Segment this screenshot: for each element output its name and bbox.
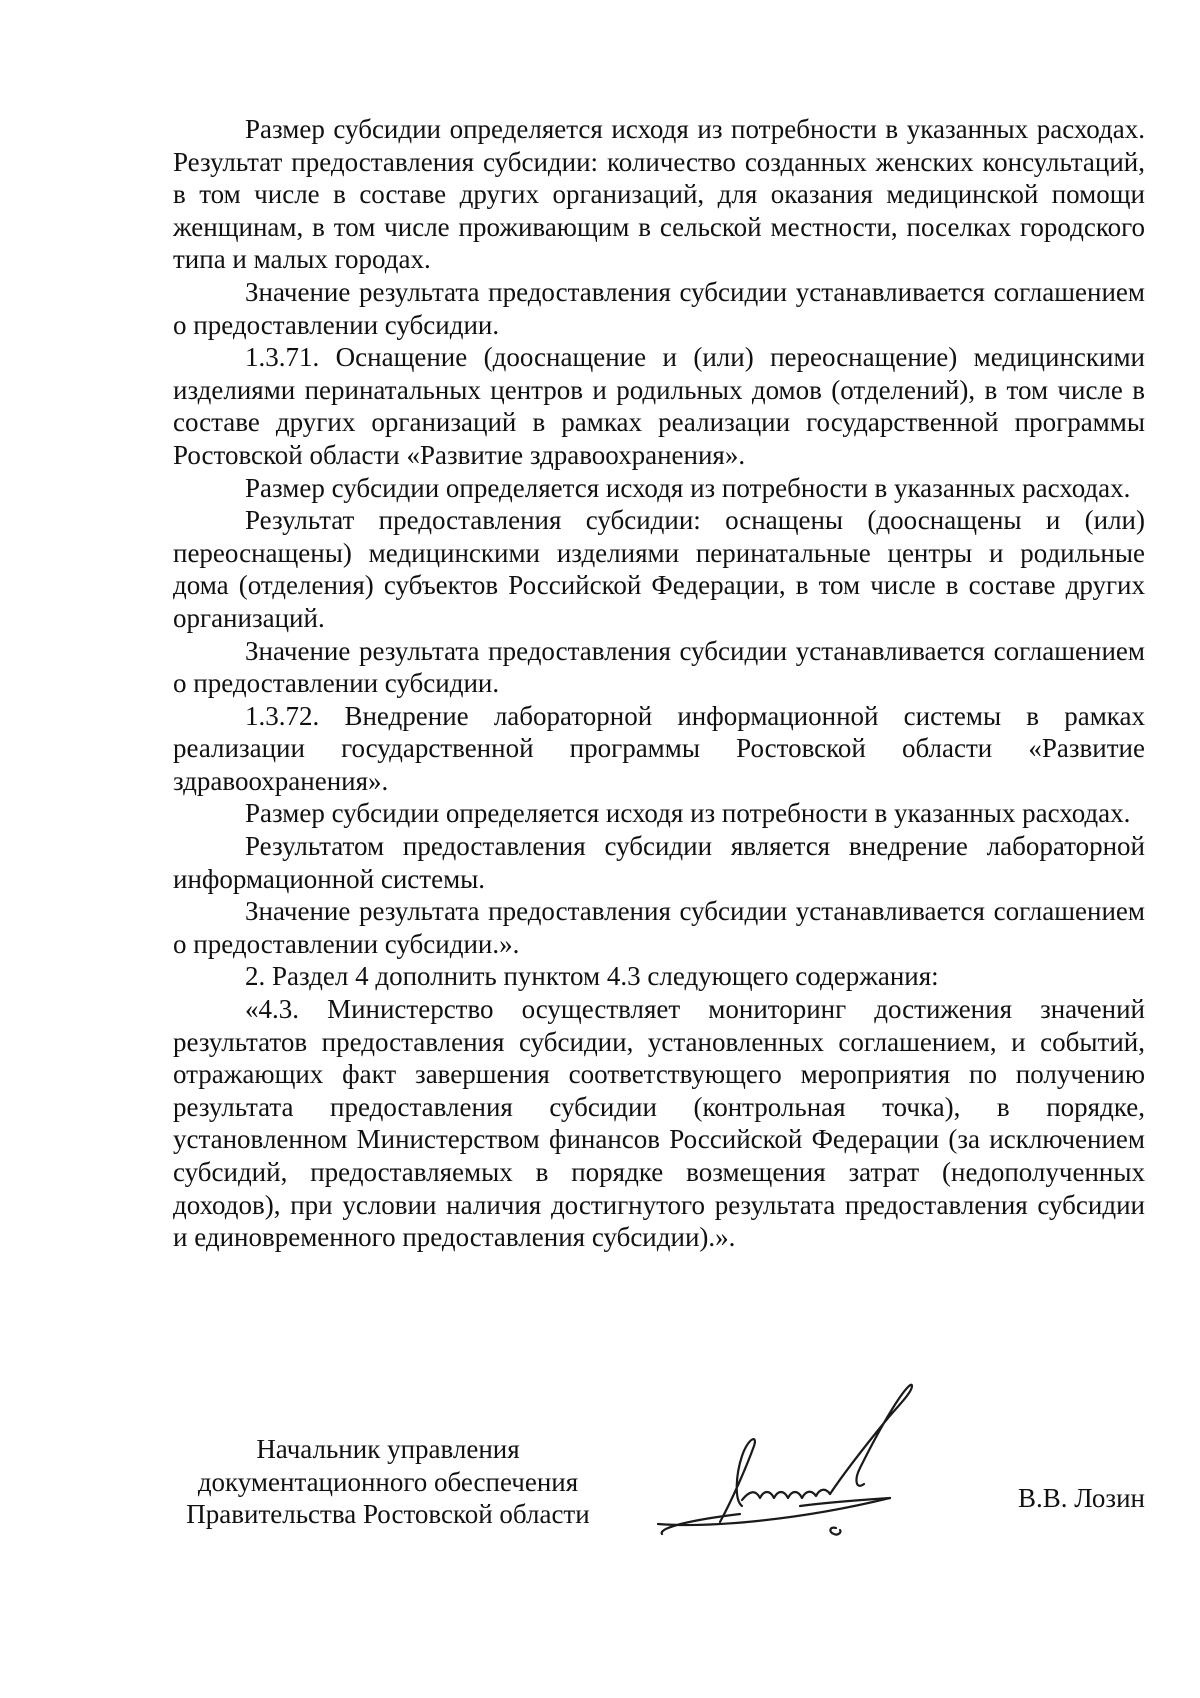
paragraph: 2. Раздел 4 дополнить пунктом 4.3 следующего содержания: (245, 961, 939, 992)
paragraph: Результат предоставления субсидии: оснащены (дооснащены и (или) переоснащены) медицинскими изделиями перинатальные центры и родильные дома (отделения) субъектов Российской Федерации, в том числе в составе других организаций. (173, 505, 1145, 633)
signer-position (173, 1433, 603, 1531)
paragraph: Размер субсидии определяется исходя из потребности в указанных расходах. (245, 472, 1131, 503)
paragraph: Значение результата предоставления субсидии устанавливается соглашением о предоставлении субсидии. (173, 276, 1145, 340)
paragraph: Размер субсидии определяется исходя из потребности в указанных расходах. Результат предоставления субсидии: количество созданных женских консультаций, в том числе в составе других организаций, для оказания медицинской помощи женщинам, в том числе проживающим в сельской местности, поселках городского типа и малых городах. (173, 114, 1145, 275)
paragraph: Размер субсидии определяется исходя из потребности в указанных расходах. (245, 798, 1131, 829)
paragraph: 1.3.71. Оснащение (дооснащение и (или) переоснащение) медицинскими изделиями перинатальных центров и родильных домов (отделений), в том числе в составе других организаций в рамках реализации государственной программы Ростовской области «Развитие здравоохранения». (173, 342, 1145, 470)
paragraph: «4.3. Министерство осуществляет мониторинг достижения значений результатов предоставления субсидии, установленных соглашением, и событий, отражающих факт завершения соответствующего мероприятия по получению результата предоставления субсидии (контрольная точка), в порядке, установленном Министерством финансов Российской Федерации (за исключением субсидий, предоставляемых в порядке возмещения затрат (недополученных доходов), при условии наличия достигнутого результата предоставления субсидии и единовременного предоставления субсидии).». (173, 994, 1145, 1253)
document-body (173, 113, 1145, 1254)
paragraph: Значение результата предоставления субсидии устанавливается соглашением о предоставлении субсидии. (173, 635, 1145, 699)
signer-position-line: документационного обеспечения (197, 1466, 579, 1497)
handwritten-signature-icon (650, 1382, 980, 1542)
paragraph: 1.3.72. Внедрение лабораторной информационной системы в рамках реализации государственной программы Ростовской области «Развитие здравоохранения». (173, 700, 1145, 796)
signer-position-line: Начальник управления (256, 1434, 520, 1464)
signer-position-line: Правительства Ростовской области (186, 1499, 590, 1529)
signer-name: В.В. Лозин (1018, 1483, 1145, 1513)
paragraph: Значение результата предоставления субсидии устанавливается соглашением о предоставлении субсидии.». (173, 896, 1145, 959)
paragraph: Результатом предоставления субсидии является внедрение лабораторной информационной системы. (173, 831, 1145, 894)
